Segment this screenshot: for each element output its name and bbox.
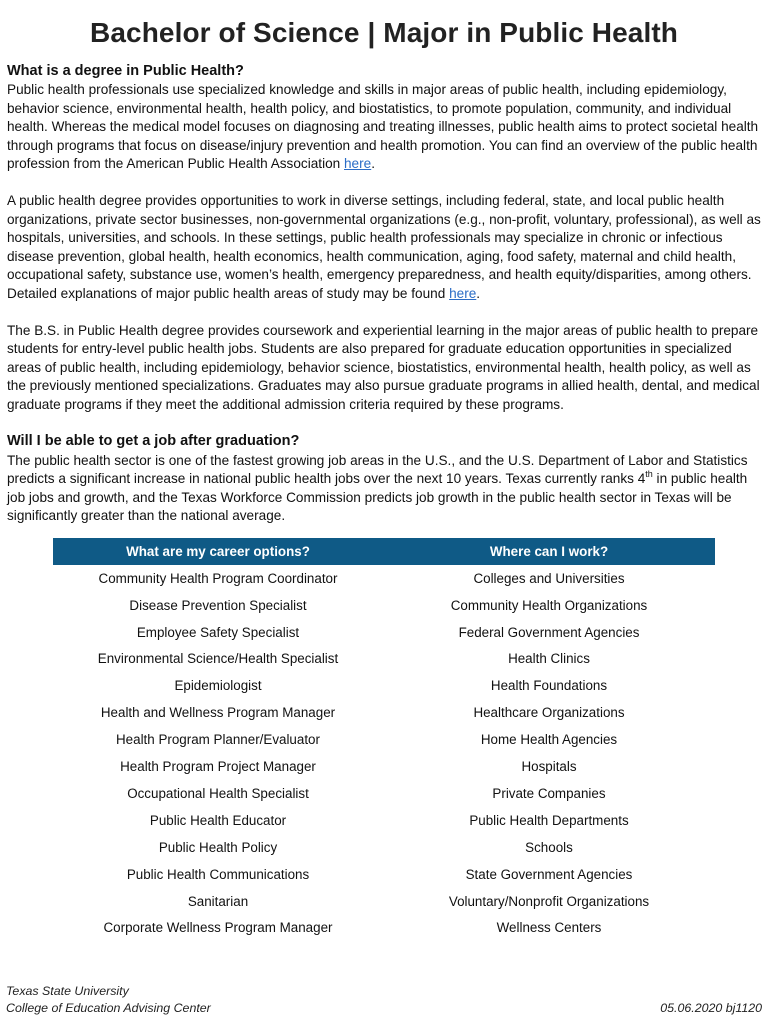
career-cell: Health Program Project Manager: [120, 759, 316, 775]
paragraph-jobs: [7, 452, 761, 526]
section-heading-jobs: Will I be able to get a job after graduation?: [7, 432, 300, 449]
workplace-cell: Colleges and Universities: [473, 570, 625, 586]
workplace-cell: Hospitals: [521, 759, 577, 775]
career-cell: Community Health Program Coordinator: [98, 570, 338, 586]
workplace-cell: Healthcare Organizations: [473, 705, 625, 721]
header-where-work: Where can I work?: [383, 538, 715, 565]
careers-table: [53, 538, 715, 941]
workplace-cell: Public Health Departments: [469, 812, 629, 828]
career-cell: Public Health Educator: [149, 812, 287, 828]
career-cell: Occupational Health Specialist: [127, 785, 309, 801]
workplace-cell: Federal Government Agencies: [458, 624, 640, 640]
paragraph-degree: The B.S. in Public Health degree provides coursework and experiential learning in the major areas of public health to prepare students for entry-level public health jobs. Students are also prepared for graduate education opportunities in specialized areas of public health, including epidemiology, behavior science, biostatistics, environmental health, health policy, as well as the previously mentioned specializations. Graduates may also pursue graduate programs in allied health, dental, and medical graduate programs if they meet the additional admission criteria required by these programs.: [7, 322, 760, 412]
table-row: [53, 834, 715, 861]
footer-doc-code: 05.06.2020 bj1120: [660, 1001, 762, 1015]
table-row: [53, 861, 715, 888]
workplace-cell: Health Foundations: [490, 678, 608, 694]
career-cell: Public Health Communications: [126, 866, 310, 882]
paragraph-opportunities: A public health degree provides opportunities to work in diverse settings, including federal, state, and local public health organizations, private sector businesses, non-governmental organizations (e.g., non-profit, voluntary, professional), as well as hospitals, universities, and schools. In these settings, public health professionals may specialize in chronic or infectious disease prevention, global health, health economics, health communication, aging, food safety, maternal and child health, occupational safety, substance use, women’s health, emergency preparedness, and health equity/disparities, among others. Detailed explanations of major public health areas of study may be found here.: [7, 192, 761, 301]
career-cell: Environmental Science/Health Specialist: [97, 651, 339, 667]
career-cell: Health Program Planner/Evaluator: [116, 732, 320, 748]
paragraph-overview: Public health professionals use specialized knowledge and skills in major areas of public health, including epidemiology, behavior science, environmental health, health policy, and biostatistics, to promote population, community, and individual health. Whereas the medical model focuses on diagnosing and treating illnesses, public health aims to protect societal health through programs that focus on disease/injury prevention and health promotion. You can find an overview of the public health profession from the American Public Health Association here.: [7, 82, 759, 172]
apha-link[interactable]: here: [344, 156, 372, 172]
workplace-cell: Home Health Agencies: [480, 732, 618, 748]
table-row: [53, 619, 715, 646]
footer-institution: [6, 983, 211, 1017]
career-cell: Epidemiologist: [174, 678, 262, 694]
workplace-cell: State Government Agencies: [465, 866, 633, 882]
career-cell: Public Health Policy: [158, 839, 278, 855]
career-cell: Corporate Wellness Program Manager: [103, 920, 333, 936]
career-cell: Disease Prevention Specialist: [129, 597, 307, 613]
table-header-row: [53, 538, 715, 565]
career-cell: Employee Safety Specialist: [136, 624, 300, 640]
workplace-cell: Wellness Centers: [496, 920, 602, 936]
workplace-cell: Health Clinics: [508, 651, 590, 667]
page-title: Bachelor of Science | Major in Public Health: [90, 17, 678, 48]
workplace-cell: Voluntary/Nonprofit Organizations: [448, 893, 650, 909]
table-row: [53, 888, 715, 915]
workplace-cell: Community Health Organizations: [450, 597, 648, 613]
table-row: [53, 914, 715, 941]
table-row: [53, 565, 715, 592]
workplace-cell: Schools: [525, 839, 573, 855]
paragraph-jobs-text-a: The public health sector is one of the fastest growing job areas in the U.S., and the U.S. Department of Labor and Statistics predicts a significant increase in national public health jobs over the next 10 years. Texas currently ranks 4: [7, 452, 748, 487]
table-row: [53, 807, 715, 834]
paragraph-jobs-text-b: in public health job jobs and growth, and the Texas Workforce Commission predicts job growth in the public health sector in Texas will be significantly greater than the national average.: [7, 471, 748, 524]
section-heading-degree: What is a degree in Public Health?: [7, 63, 244, 79]
table-row: [53, 780, 715, 807]
table-row: [53, 753, 715, 780]
table-row: [53, 646, 715, 673]
table-row: [53, 699, 715, 726]
footer-university: Texas State University: [6, 984, 129, 998]
header-career-options: What are my career options?: [53, 538, 383, 565]
table-row: [53, 672, 715, 699]
workplace-cell: Private Companies: [492, 785, 606, 801]
paragraph-overview-text: Public health professionals use specialized knowledge and skills in major areas of public health, including epidemiology, behavior science, environmental health, health policy, and biostatistics, to promote population, community, and individual health. Whereas the medical model focuses on diagnosing and treating illnesses, public health aims to protect societal health through programs that focus on disease/injury prevention and health promotion. You can find an overview of the public health profession from the American Public Health Association: [7, 82, 759, 172]
career-cell: Sanitarian: [187, 893, 249, 909]
ordinal-suffix: th: [645, 469, 653, 480]
footer-advising-center: College of Education Advising Center: [6, 1001, 211, 1015]
career-cell: Health and Wellness Program Manager: [100, 705, 336, 721]
table-row: [53, 726, 715, 753]
table-row: [53, 592, 715, 619]
study-areas-link[interactable]: here: [449, 285, 477, 301]
paragraph-opportunities-text: A public health degree provides opportunities to work in diverse settings, including federal, state, and local public health organizations, private sector businesses, non-governmental organizations (e.g., non-profit, voluntary, professional), as well as hospitals, universities, and schools. In these settings, public health professionals may specialize in chronic or infectious disease prevention, global health, health economics, health communication, aging, food safety, maternal and child health, occupational safety, substance use, women’s health, emergency preparedness, and health equity/disparities, among others. Detailed explanations of major public health areas of study may be found: [7, 192, 761, 301]
